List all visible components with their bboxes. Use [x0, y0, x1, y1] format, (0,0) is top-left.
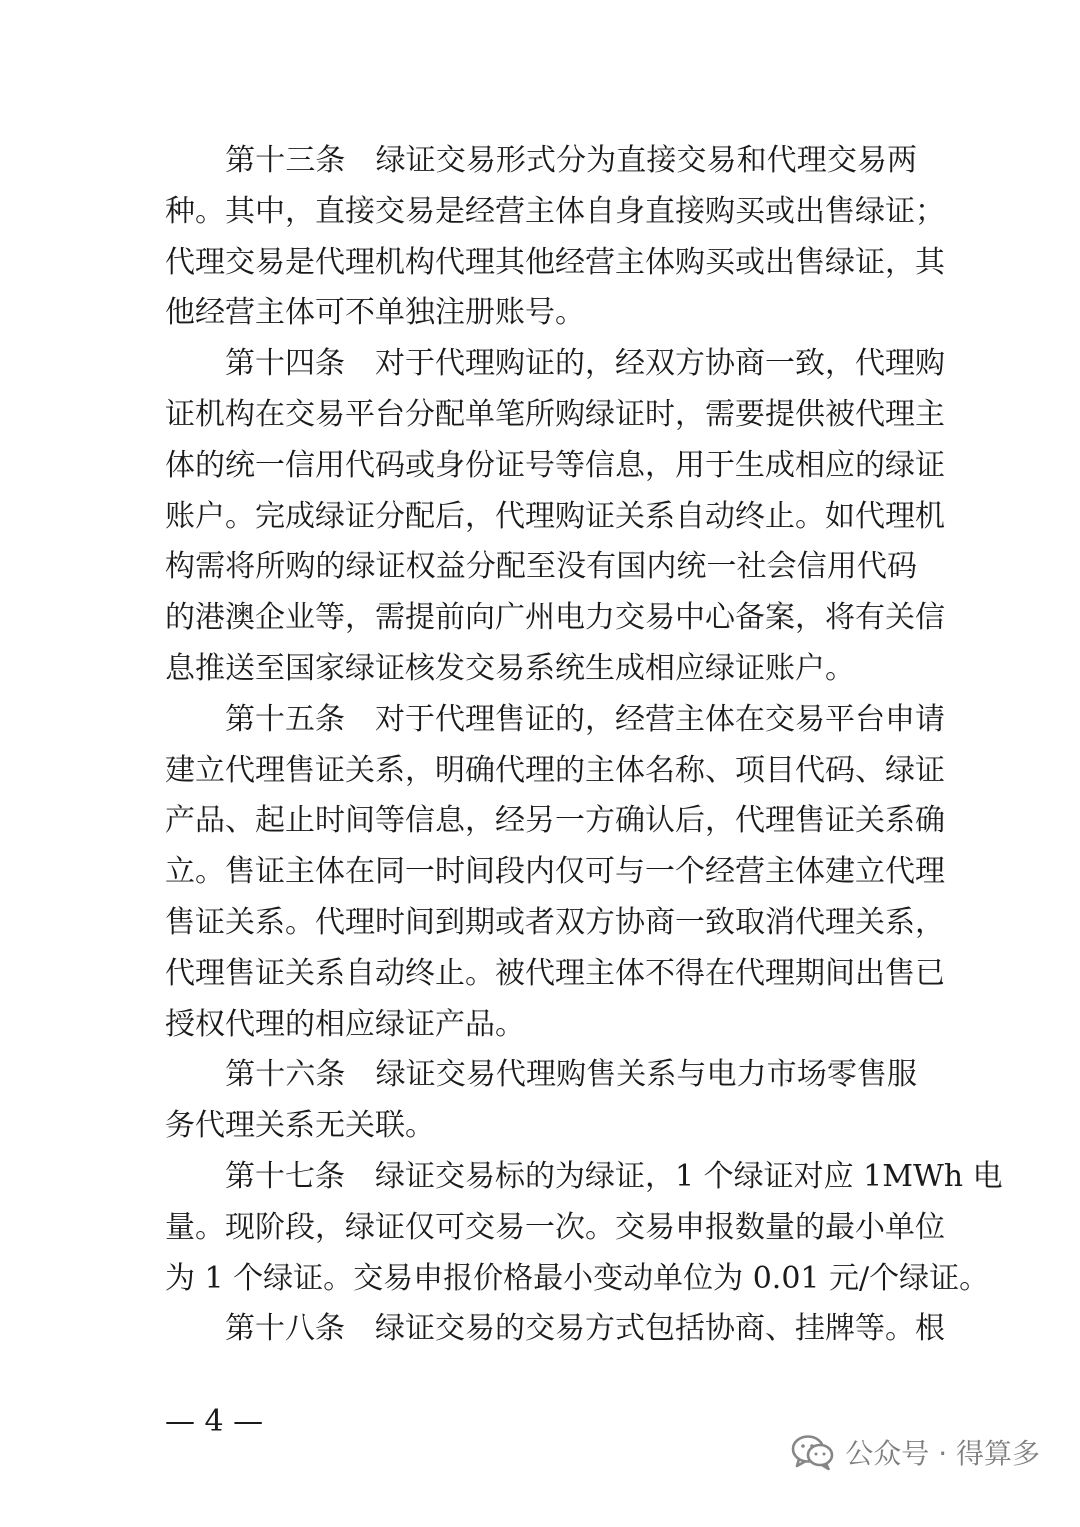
text-line: 建立代理售证关系，明确代理的主体名称、项目代码、绿证	[165, 752, 945, 788]
wechat-icon	[791, 1433, 835, 1471]
text-line: 务代理关系无关联。	[165, 1108, 435, 1144]
text-line: 体的统一信用代码或身份证号等信息，用于生成相应的绿证	[165, 447, 945, 483]
watermark	[791, 1430, 1040, 1474]
text-line: 第十三条 绿证交易形式分为直接交易和代理交易两	[165, 143, 917, 178]
text-line: 代理售证关系自动终止。被代理主体不得在代理期间出售已	[165, 955, 945, 991]
watermark-text: 公众号 · 得算多	[845, 1437, 1040, 1470]
document-body	[165, 136, 1003, 1355]
page-number: — 4 —	[165, 1404, 264, 1439]
text-line: 他经营主体可不单独注册账号。	[165, 295, 585, 331]
text-line: 代理交易是代理机构代理其他经营主体购买或出售绿证，其	[165, 244, 945, 280]
text-line: 为 1 个绿证。交易申报价格最小变动单位为 0.01 元/个绿证。	[165, 1260, 990, 1296]
text-line: 的港澳企业等，需提前向广州电力交易中心备案，将有关信	[165, 600, 945, 636]
text-line: 种。其中，直接交易是经营主体自身直接购买或出售绿证；	[165, 193, 945, 229]
text-line: 售证关系。代理时间到期或者双方协商一致取消代理关系，	[165, 904, 945, 940]
text-line: 息推送至国家绿证核发交易系统生成相应绿证账户。	[165, 650, 855, 686]
text-line: 第十四条 对于代理购证的，经双方协商一致，代理购	[165, 346, 945, 382]
text-line: 证机构在交易平台分配单笔所购绿证时，需要提供被代理主	[165, 396, 945, 432]
text-line: 产品、起止时间等信息，经另一方确认后，代理售证关系确	[165, 803, 945, 839]
text-line: 授权代理的相应绿证产品。	[165, 1006, 525, 1042]
text-line: 第十七条 绿证交易标的为绿证，1 个绿证对应 1MWh 电	[165, 1158, 1003, 1194]
text-line: 构需将所购的绿证权益分配至没有国内统一社会信用代码	[165, 549, 917, 585]
text-line: 量。现阶段，绿证仅可交易一次。交易申报数量的最小单位	[165, 1209, 945, 1245]
text-line: 第十六条 绿证交易代理购售关系与电力市场零售服	[165, 1057, 917, 1093]
text-line: 立。售证主体在同一时间段内仅可与一个经营主体建立代理	[165, 854, 945, 890]
text-line: 第十八条 绿证交易的交易方式包括协商、挂牌等。根	[165, 1311, 945, 1347]
text-line: 账户。完成绿证分配后，代理购证关系自动终止。如代理机	[165, 498, 945, 534]
text-line: 第十五条 对于代理售证的，经营主体在交易平台申请	[165, 701, 945, 737]
